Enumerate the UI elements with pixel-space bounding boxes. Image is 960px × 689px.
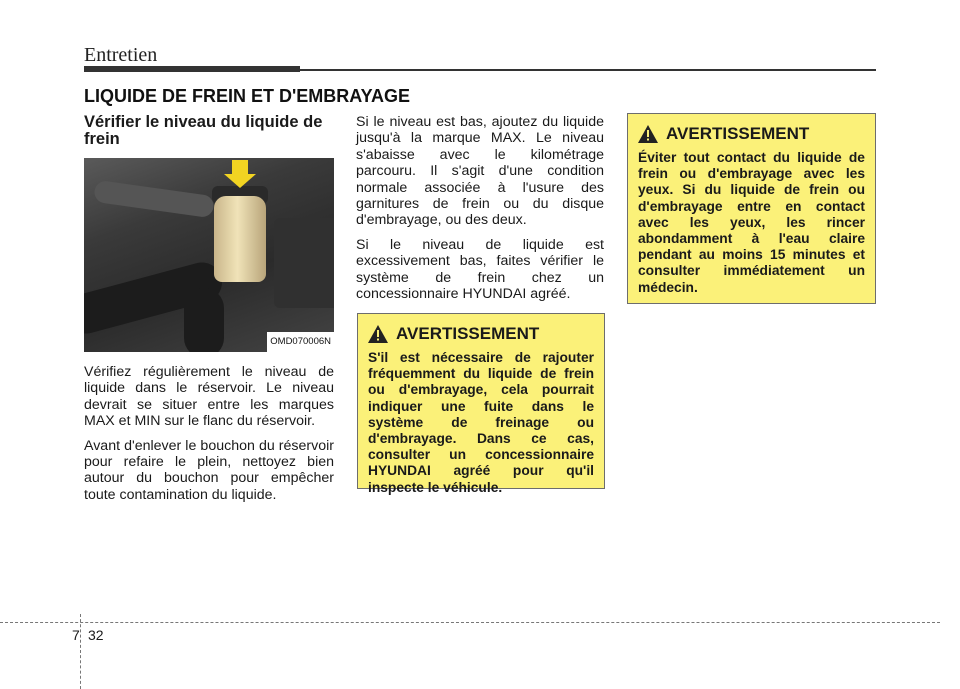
warning-box-leak [357,313,605,495]
header-rule-thick [84,66,300,72]
warning-triangle-icon [638,125,658,143]
brake-fluid-reservoir [214,196,266,282]
column-middle [356,114,604,310]
page-number: 32 [88,627,104,643]
warning-header [368,324,594,344]
photo-hose [184,288,224,352]
warning-text: S'il est nécessaire de rajouter fréquemment du liquide de frein ou d'embrayage, cela pourrait indiquer une fuite dans le système de freinage ou d'embrayage. Dans ce cas, consulter un concessionnaire HYUNDAI agréé pour qu'il inspecte le véhicule. [368,350,594,495]
header-title: Entretien [84,44,158,66]
engine-photo [84,158,334,352]
photo-label: OMD070006N [267,332,334,352]
warning-triangle-icon [368,325,388,343]
paragraph: Si le niveau de liquide est excessivement bas, faites vérifier le système de frein chez un concessionnaire HYUNDAI agréé. [356,236,604,303]
footer-divider [80,614,81,689]
warning-box-eyes [627,113,876,304]
warning-title: AVERTISSEMENT [666,124,810,143]
paragraph: Avant d'enlever le bouchon du réservoir pour refaire le plein, nettoyez bien autour du bouchon pour empêcher toute contamination du liquide. [84,437,334,503]
section-title: LIQUIDE DE FREIN ET D'EMBRAYAGE [84,86,410,106]
warning-header [638,124,865,144]
arrow-indicator [232,160,248,174]
warning-title: AVERTISSEMENT [396,324,540,343]
photo-fuse-box [274,218,334,308]
header-rule-thin [300,69,876,71]
column-left [84,114,334,511]
chapter-number: 7 [72,627,80,643]
arrow-indicator-head [224,174,256,188]
footer-rule [0,622,940,623]
photo-hose [93,180,215,218]
warning-text: Éviter tout contact du liquide de frein ou d'embrayage avec les yeux. Si du liquide de frein ou d'embrayage entre en contact avec les yeux, les rincer abondamment à l'eau claire pendant au moins 15 minutes et consulter immédiatement un médecin. [638,150,865,295]
paragraph: Vérifiez régulièrement le niveau de liquide dans le réservoir. Le niveau devrait se situer entre les marques MAX et MIN sur le flanc du réservoir. [84,364,334,430]
paragraph: Si le niveau est bas, ajoutez du liquide jusqu'à la marque MAX. Le niveau s'abaisse avec le kilométrage parcouru. Il s'agit d'une condition normale associée à l'usure des garnitures de frein ou du disque d'embrayage, ou des deux. [356,114,604,229]
subheading: Vérifier le niveau du liquide de frein [84,113,323,148]
